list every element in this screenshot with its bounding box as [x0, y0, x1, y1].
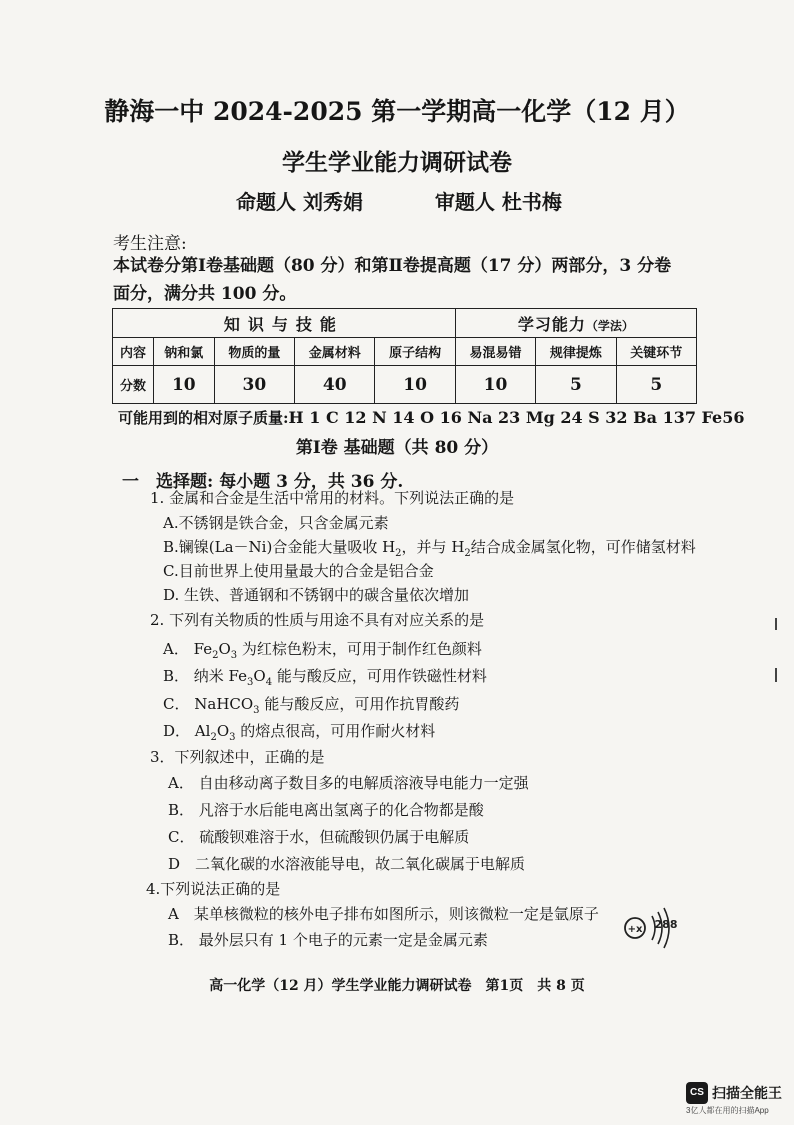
atom-shell-electrons: 288: [654, 918, 678, 931]
col-score: 10: [455, 366, 535, 404]
q4-option-a: A 某单核微粒的核外电子排布如图所示，则该微粒一定是氩原子: [168, 905, 599, 923]
atom-structure-diagram: [622, 904, 684, 950]
exam-title: 静海一中 2024-2025 第一学期高一化学（12 月）: [104, 97, 690, 126]
col-name: 关键环节: [616, 338, 696, 366]
scanner-brand-name: 扫描全能王: [712, 1085, 782, 1101]
q2-option-c: C． NaHCO$_3$ 能与酸反应，可用作抗胃酸药: [163, 695, 460, 716]
reviewer-name: 杜书梅: [501, 190, 562, 214]
q3-stem: 3．下列叙述中，正确的是: [150, 748, 325, 766]
q3-option-b: B． 凡溶于水后能电离出氢离子的化合物都是酸: [168, 801, 484, 819]
author-label: 命题人: [236, 190, 296, 214]
reviewer-label: 审题人: [434, 190, 495, 214]
authors-line: [236, 186, 562, 215]
score-group-knowledge: 知识与技能: [113, 309, 456, 338]
exam-subtitle: 学生学业能力调研试卷: [282, 149, 512, 176]
scanner-watermark: [686, 1080, 794, 1125]
atomic-masses-values: H 1 C 12 N 14 O 16 Na 23 Mg 24 S 32 Ba 137 Fe56: [288, 408, 745, 427]
q1-option-d: D. 生铁、普通钢和不锈钢中的碳含量依次增加: [163, 586, 470, 604]
row-label-score: 分数: [113, 366, 154, 404]
col-name: 原子结构: [375, 338, 455, 366]
page-footer: 高一化学（12 月）学生学业能力调研试卷 第1页 共 8 页: [209, 978, 585, 994]
col-name: 钠和氯: [153, 338, 214, 366]
q1-option-c: C.目前世界上使用量最大的合金是铝合金: [163, 562, 434, 580]
q4-option-b: B． 最外层只有 1 个电子的元素一定是金属元素: [168, 931, 488, 949]
col-name: 易混易错: [455, 338, 535, 366]
part1-title: 第Ⅰ卷 基础题（共 80 分）: [295, 438, 499, 458]
author-name: 刘秀娟: [302, 190, 363, 214]
row-label-content: 内容: [113, 338, 154, 366]
q2-stem: 2. 下列有关物质的性质与用途不具有对应关系的是: [150, 611, 485, 629]
score-group-ability: 学习能力（学法）: [455, 309, 696, 338]
col-score: 30: [214, 366, 294, 404]
col-score: 10: [375, 366, 455, 404]
col-score: 10: [153, 366, 214, 404]
col-name: 规律提炼: [536, 338, 616, 366]
atomic-masses-label: 可能用到的相对原子质量:: [118, 409, 289, 427]
atomic-masses: [118, 407, 744, 428]
q4-stem: 4.下列说法正确的是: [146, 880, 281, 898]
col-score: 5: [536, 366, 616, 404]
scanner-slogan: 3亿人都在用的扫描App: [686, 1106, 769, 1115]
score-table: [112, 308, 697, 404]
section-title: 一 选择题: 每小题 3 分，共 36 分.: [122, 472, 404, 492]
score-group-ability-note: （学法）: [585, 318, 634, 333]
notice-text: 本试卷分第Ⅰ卷基础题（80 分）和第Ⅱ卷提高题（17 分）两部分，3 分卷面分，满分共 100 分。: [113, 256, 672, 304]
col-name: 金属材料: [295, 338, 375, 366]
col-score: 40: [295, 366, 375, 404]
scan-edge-mark: [775, 668, 777, 682]
q1-option-a: A.不锈钢是铁合金，只含金属元素: [163, 514, 389, 532]
q2-option-d: D． $Al_2O_3$ 的熔点很高，可用作耐火材料: [163, 722, 436, 743]
notice-heading: 考生注意:: [113, 234, 187, 254]
q1-option-b: B.镧镍(La－Ni)合金能大量吸收 $H_2$，并与 $H_2$结合成金属氢化物，可作储氢材料: [163, 538, 696, 559]
col-score: 5: [616, 366, 696, 404]
col-name: 物质的量: [214, 338, 294, 366]
atom-nucleus-label: +x: [627, 924, 643, 935]
q3-option-a: A． 自由移动离子数目多的电解质溶液导电能力一定强: [168, 774, 529, 792]
q2-option-a: A． $Fe_2O_3$ 为红棕色粉末，可用于制作红色颜料: [163, 640, 482, 661]
q1-stem: 1. 金属和合金是生活中常用的材料。下列说法正确的是: [150, 489, 515, 507]
q2-option-b: B． 纳米 $Fe_3O_4$ 能与酸反应，可用作铁磁性材料: [163, 667, 487, 688]
q3-option-c: C． 硫酸钡难溶于水，但硫酸钡仍属于电解质: [168, 828, 470, 846]
camscanner-logo-icon: CS: [686, 1082, 708, 1104]
q3-option-d: D 二氧化碳的水溶液能导电，故二氧化碳属于电解质: [168, 855, 526, 873]
scan-edge-mark: [775, 618, 777, 630]
